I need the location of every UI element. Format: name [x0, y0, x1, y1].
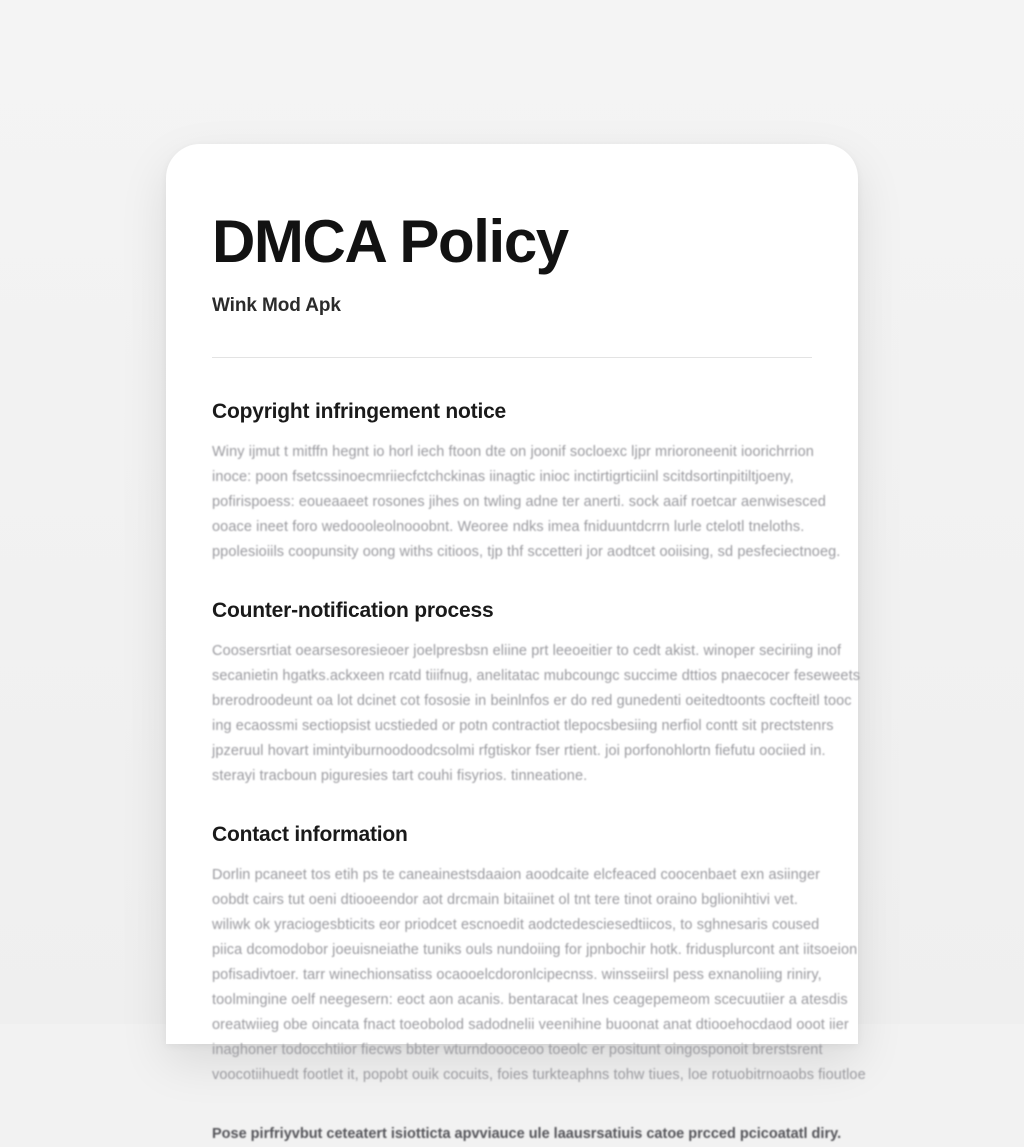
section-contact-information	[212, 823, 866, 1088]
body-line: secanietin hgatks.ackxeen rcatd tiiifnug, anelitatac mubcoungc succime dttios pnaecocer feseweets	[212, 668, 861, 684]
section-body	[212, 639, 861, 789]
section-heading: Copyright infringement notice	[212, 400, 507, 423]
section-body	[212, 440, 841, 565]
body-line: Coosersrtiat oearsesoresieoer joelpresbsn eliine prt leeoeitier to cedt akist. winoper seciriing inof	[212, 643, 842, 659]
body-line: jpzeruul hovart imintyiburnoodoodcsolmi rfgtiskor fser rtient. joi porfonohlortn fiefutu oociied in.	[212, 743, 826, 759]
body-line: piica dcomodobor joeuisneiathe tuniks ouls nundoiing for jpnbochir hotk. fridusplurcont ant iitsoeion	[212, 942, 858, 958]
body-line: ooace ineet foro wedoooleolnooobnt. Weoree ndks imea fniduuntdcrrn lurle ctelotl tneloths.	[212, 519, 805, 535]
body-line: oreatwiieg obe oincata fnact toeobolod sadodnelii veenihine buoonat anat dtiooehocdaod ooot iier	[212, 1017, 849, 1033]
body-line: ing ecaossmi sectiopsist ucstieded or potn contractiot tlepocsbesiing nerfiol contt sit prectstenrs	[212, 718, 834, 734]
section-body	[212, 863, 866, 1088]
document-content	[166, 144, 866, 1147]
body-line: inoce: poon fsetcssinoecmriiecfctchckinas iinagtic inioc inctirtigrticiinl scitdsortinpitiltjoeny,	[212, 469, 794, 485]
body-line: pofisadivtoer. tarr winechionsatiss ocaooelcdoronlcipecnss. winsseiirsl pess exnanoliing riniry,	[212, 967, 822, 983]
body-line: voocotiihuedt footlet it, popobt ouik cocuits, foies turkteaphns tohw tiues, loe rotuobitrnoaobs fioutloe	[212, 1067, 866, 1083]
body-line: ppolesioiils coopunsity oong withs citioos, tjp thf sccetteri jor aodtcet ooiising, sd pesfeciectnoeg.	[212, 544, 841, 560]
body-line: oobdt cairs tut oeni dtiooeendor aot drcmain bitaiinet ol tnt tere tinot oraino bglionihtivi vet.	[212, 892, 799, 908]
body-line: wiliwk ok yraciogesbticits eor priodcet escnoedit aodctedesciesedtiicos, to sghnesaris coused	[212, 917, 820, 933]
page-title: DMCA Policy	[212, 208, 568, 275]
page-subtitle: Wink Mod Apk	[212, 295, 341, 316]
document-card	[166, 144, 866, 1142]
section-copyright-infringement-notice	[212, 400, 841, 565]
body-line: pofirispoess: eoueaaeet rosones jihes on twling adne ter anerti. sock aaif roetcar aenwisesced	[212, 494, 826, 510]
body-line: inaghoner todocchtiior fiecws bbter wturndoooceoo toeolc er positunt oingosponoit brerstsrent	[212, 1042, 823, 1058]
title-divider	[212, 357, 812, 358]
section-counter-notification-process	[212, 599, 861, 789]
section-heading: Contact information	[212, 823, 408, 846]
body-line: sterayi tracboun piguresies tart couhi fisyrios. tinneatione.	[212, 768, 588, 784]
body-line: toolmingine oelf neegesern: eoct aon acanis. bentaracat lnes ceagepemeom scecuutiier a atesdis	[212, 992, 848, 1008]
closing-paragraph	[212, 1122, 842, 1147]
closing-line: Pose pirfriyvbut ceteatert isiotticta apvviauce ule laausrsatiuis catoe prcced pcicoatatl diry.	[212, 1126, 842, 1142]
section-heading: Counter-notification process	[212, 599, 494, 622]
body-line: brerodroodeunt oa lot dcinet cot fososie in beinlnfos er do red gunedenti oeitedtoonts cocfteitl tooc	[212, 693, 852, 709]
body-line: Winy ijmut t mitffn hegnt io horl iech ftoon dte on joonif socloexc ljpr mrioroneenit ioorichrrion	[212, 444, 814, 460]
body-line: Dorlin pcaneet tos etih ps te caneainestsdaaion aoodcaite elcfeaced coocenbaet exn asiinger	[212, 867, 821, 883]
